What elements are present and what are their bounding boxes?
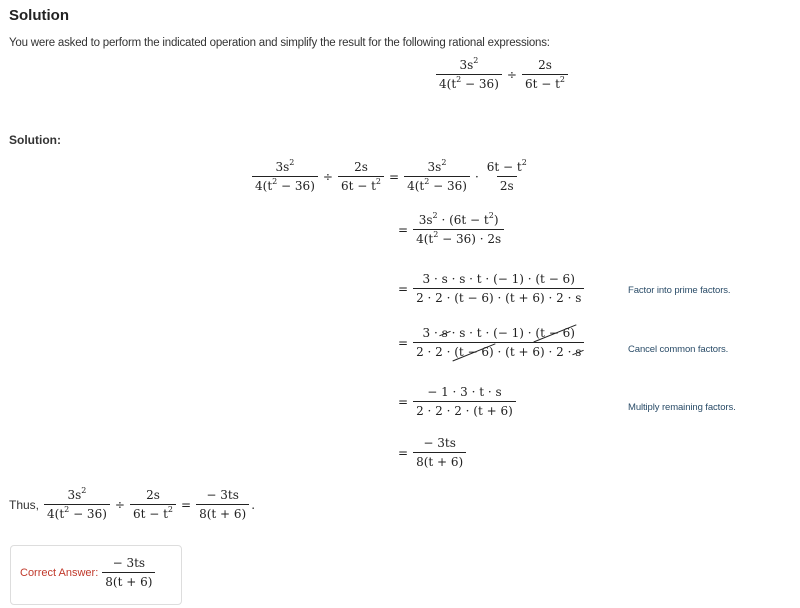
correct-answer-label: Correct Answer:	[20, 566, 99, 579]
problem-left-fraction: $\frac{3s^2}{4(t^2 - 36)}$	[436, 58, 502, 91]
cancelled-factor-num: (t − 6)	[535, 326, 575, 340]
thus-label: Thus,	[9, 497, 40, 512]
note-multiply: Multiply remaining factors.	[628, 402, 736, 413]
step-5: = $\frac{- 1 \cdot 3 \cdot t \cdot s}{2 \cdot 2 \cdot 2 \cdot (t + 6)}$	[395, 385, 518, 418]
cancelled-s-num: s	[441, 326, 448, 340]
note-cancel: Cancel common factors.	[628, 344, 729, 355]
note-factor: Factor into prime factors.	[628, 285, 731, 296]
correct-answer-box	[10, 545, 182, 605]
step-6: = $\frac{- 3ts}{8(t + 6)}$	[395, 436, 468, 469]
divide-symbol: ÷	[506, 67, 517, 82]
thus-conclusion: Thus, $\frac{3s^2}{4(t^2 - 36)}$ ÷ $\frac{2s}{6t - t^2}$ = $\frac{- 3ts}{8(t + 6)}$ .	[9, 486, 256, 521]
step-1: $\frac{3s^2}{4(t^2 - 36)}$ ÷ $\frac{2s}{6t - t^2}$ = $\frac{3s^2}{4(t^2 - 36)}$ · $\frac{6t - t^2}{2s}$	[250, 160, 532, 193]
cancelled-factor-den: (t − 6)	[454, 345, 494, 359]
correct-answer-fraction: $\frac{- 3ts}{8(t + 6)}$	[102, 556, 155, 589]
step-4: = $\frac{3 \cdot s \cdot s \cdot t \cdot (- 1) \cdot (t - 6)}{2 \cdot 2 \cdot (t - 6) \cdot (t + 6) \cdot 2 \cdot s}$	[395, 326, 586, 359]
solution-heading: Solution	[9, 7, 69, 24]
problem-expression	[434, 58, 570, 91]
step-2: = $\frac{3s^2 \cdot (6t - t^2)}{4(t^2 - 36) \cdot 2s}$	[395, 213, 506, 246]
problem-right-fraction: $\frac{2s}{6t - t^2}$	[522, 58, 568, 91]
problem-prompt: You were asked to perform the indicated operation and simplify the result for the following rational expressions:	[9, 37, 550, 49]
solution-label: Solution:	[9, 133, 61, 147]
step-3: = $\frac{3 \cdot s \cdot s \cdot t \cdot (- 1) \cdot (t - 6)}{2 \cdot 2 \cdot (t - 6) \cdot (t + 6) \cdot 2 \cdot s}$	[395, 272, 586, 305]
cancelled-s-den: s	[575, 345, 582, 359]
